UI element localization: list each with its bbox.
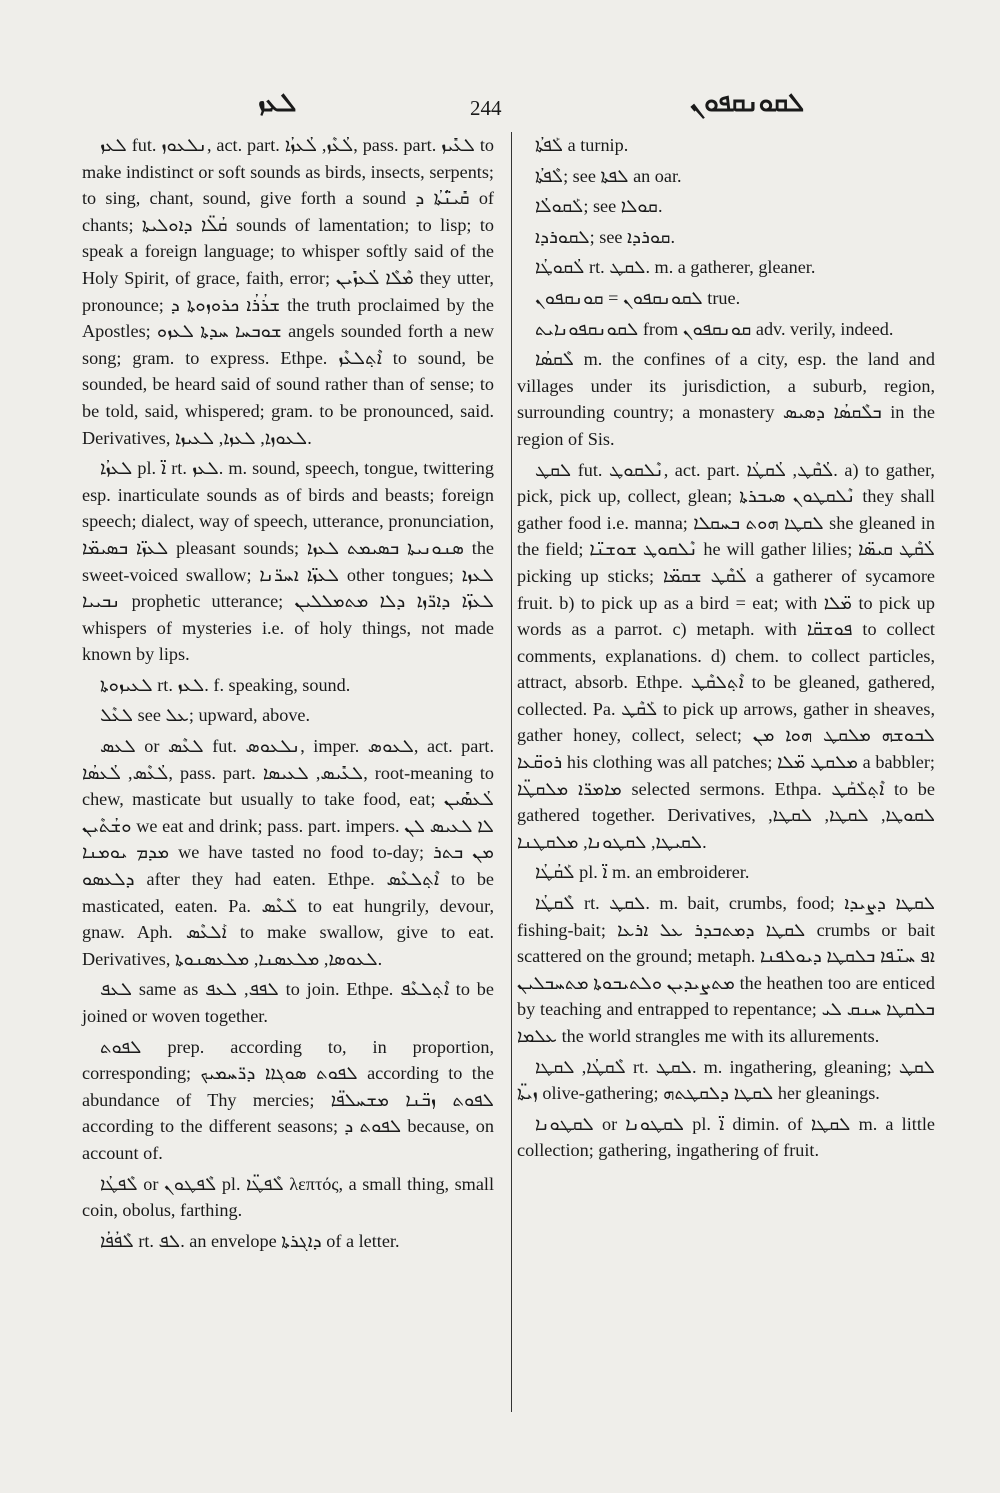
- entry-lqatona: ܠܩܛܘܢܐ or ܠܩܛܘܢܐ pl. ܐ̈ dimin. of ܠܩܛܐ m. a little collection; gathering, ingathering of fruit.: [517, 1113, 935, 1161]
- page-header: [0, 88, 1000, 128]
- left-column: [82, 132, 494, 1258]
- right-column: [517, 132, 935, 1168]
- page-number: 244: [470, 96, 502, 120]
- column-divider: [511, 132, 512, 1412]
- entry-lel: ܠܥܶܠ see ܥܠ; upward, above.: [100, 705, 311, 726]
- entry-lepta: ܠܶܦܛܳܐ or ܠܶܦܛܘܢ pl. ܠܶܦܛ̈ܐ λεπτός, a small thing, small coin, obolus, farthing.: [82, 1173, 495, 1221]
- entry-lepta-oar: ܠܶܦܬܳܐ; see ܠܦܬܐ an oar.: [535, 165, 682, 186]
- entry-laquta: ܠܳܩܘܛܳܐ rt. ܠܩܛ. m. a gatherer, gleaner.: [535, 257, 816, 278]
- entry-laaz: ܠܥܙ fut. ܢܠܥܘܙ, act. part. ܠܳܥܶܙ, ܠܳܥܙܳܐ, pass. part. ܠܥܺܝܙ to make indistinct or soft sounds as birds, insects, serpents; to sing, chant, sound, give forth a sound ܩܺܝܢ̈ܳܬܳܐ ܕ of chants; ܩܳܠ̈ܐ ܕܐܘܠܝܬܐ sounds of lamentation; to lisp; to speak a foreign language; to whisper softly said of the Holy Spirit, of grace, faith, error; ܡܶܠܶܐ ܠܳܥܙܺܝܢ they utter, pronounce; ܫܪܳܪܳܐ ܟܪܘܙܘܬܐ ܕ the truth proclaimed by the Apostles; ܫܘܒܚܐ ܚܕܬܐ ܠܥܙܘ angels sounded forth a new song; gram. to express. Ethpe. ܐܶܬ݂ܠܥܶܙ to sound, be sounded, be heard said of sound rather than of sense; to be told, said, whispered; gram. to be pronounced, said. Derivatives, ܠܥܘܙܐ, ܠܥܙܐ, ܠܥܝܙܐ.: [82, 135, 494, 448]
- entry-laas: ܠܥܣ or ܠܥܶܣ fut. ܢܠܥܘܣ, imper. ܠܥܘܣ, act. part. ܠܳܥܶܣ, ܠܳܥܣܳܐ, pass. part. ܠܥܺܝܣ, ܠܥܝܣܐ, root-meaning to chew, masticate but usually to take food, eat; ܠܳܥܣܺܝܢ ܘܫܳܬܶܝܢ we eat and drink; pass. part. impers. ܠܐ ܠܥܝܣ ܠܢ ܡܕܡ ܝܘܡܢܐ we have tasted no food to-day; ܡܢ ܒܬܪ ܕܠܥܣܘ after they had eaten. Ethpe. ܐܶܬ݂ܠܥܶܣ to be masticated, eaten. Pa. ܠܰܥܶܣ to eat hungrily, devour, gnaw. Aph. ܐܰܠܥܶܣ to make swallow, give to eat. Derivatives, ܠܥܘܣܐ, ܡܠܥܣܢܐ, ܡܠܥܣܢܘܬܐ.: [82, 736, 494, 969]
- entry-laaza: ܠܥܙܳܐ pl. ܐ̈ rt. ܠܥܙ. m. sound, speech, tongue, twittering esp. inarticulate sounds as of birds and beasts; foreign speech; dialect, way of speech, utterance, pronunciation, ܠܥܙ̈ܐ ܒܣܝܡ̈ܐ pleasant sounds; ܣܢܘܢܝܬܐ ܒܣܝܡܬ ܠܥܙܐ the sweet-voiced swallow; ܠܥܙ̈ܐ ܐܚܪ̈ܢܐ other tongues; ܠܥܙܐ ܢܒܝܝܐ prophetic utterance; ܠܥܙ̈ܐ ܕܐܪ̈ܙܐ ܕܠܐ ܡܬܡܠܠܝܢ whispers of mysteries i.e. of holy things, not made known by lips.: [82, 458, 494, 665]
- entry-lapta: ܠܰܦܬܳܐ a turnip.: [535, 135, 629, 155]
- right-running-headword: ܠܩܘܢܩܦܘܢ: [690, 88, 805, 118]
- left-running-headword: ܠܥܙ: [258, 88, 297, 118]
- entry-leqta-ingathering: ܠܶܩܛܳܐ, ܠܩܛܐ rt. ܠܩܛ. m. ingathering, gleaning; ܠܩܛ ܙܝܬ̈ܐ olive-gathering; ܠܩܛܐ ܕܠܩܛܬܗ her gleanings.: [517, 1056, 935, 1104]
- entry-laizuta: ܠܥܝܙܘܬܐ rt. ܠܥܙ. f. speaking, sound.: [100, 674, 351, 695]
- entry-lqonqpon: ܠܩܘܢܩܦܘܢ = ܩܘܢܩܦܘܢ true.: [535, 287, 741, 308]
- entry-leqsa: ܠܶܩܣܳܐ m. the confines of a city, esp. the land and villages under its jurisdiction, a suburb, region, surrounding country; a monastery ܒܠܶܩܣܳܐ ܕܣܝܣ in the region of Sis.: [517, 349, 935, 449]
- entry-laap: ܠܥܦ same as ܠܦܦ, ܠܥܦ to join. Ethpe. ܐܶܬ݂ܠܥܶܦ to be joined or woven together.: [82, 979, 494, 1026]
- entry-laqata: ܠܰܩܳܛܳܐ pl. ܐ̈ m. an embroiderer.: [535, 862, 750, 883]
- entry-lwat: ܠܦܘܬ prep. according to, in proportion, corresponding; ܠܦܘܬ ܣܘܓܐܐ ܕܪ̈ܚܡܝܟ according to the abundance of Thy mercies; ܠܦܘܬ ܙܒ̈ܢܐ ܡܫܚܠܦ̈ܐ according to the different seasons; ܠܦܘܬ ܕ because, on account of.: [82, 1036, 494, 1163]
- entry-lqurda: ܠܩܘܪܕܐ; see ܩܘܪܕܐ.: [535, 226, 676, 247]
- entry-lqat: ܠܩܛ fut. ܢܶܠܩܘܛ, act. part. ܠܳܩܶܛ, ܠܳܩܛܳܐ. a) to gather, pick, pick up, collect, glean; ܢܶܠܩܛܘܢ ܣܝܒܪܬܐ they shall gather food i.e. manna; ܠܩܛܐ ܗܘܬ ܒܚܩܠܐ she gleaned in the field; ܢܶܠܩܘܛ ܫܘܫܢ̈ܐ he will gather lilies; ܠܳܩܶܛ ܩܝܣ̈ܐ picking up sticks; ܠܳܩܶܛ ܫܩܡ̈ܐ a gatherer of sycamore fruit. b) to pick up as a bird = eat; with ܡ̈ܠܐ to pick up words as a parrot. c) metaph. with ܦܘܫܩ̈ܐ to collect comments, explanations. d) chem. to collect particles, attract, absorb. Ethpe. ܐܶܬ݂ܠܩܶܛ to be gleaned, gathered, collected. Pa. ܠܰܩܶܛ to pick up arrows, gather in sheaves, gather honey, collect, select; ܠܒܘܫܗ ܡܠܩܛ ܗܘܐ ܡܢ ܪܘܩ̈ܥܐ his clothing was all patches; ܡܠܩܛ ܡ̈ܠܐ a babbler; ܡܐܡܪ̈ܐ ܡܠܩܛ̈ܐ selected sermons. Ethpa. ܐܶܬ݂ܠܰܩܰܛ to be gathered together. Derivatives, ܠܩܘܛܐ, ܠܩܛܐ, ܠܩܛܐ, ܠܩܝܛܐ, ܠܩܛܘܢܐ, ܡܠܩܛܢܐ.: [517, 459, 936, 852]
- entry-lqonqponait: ܠܩܘܢܩܦܘܢܐܝܬ from ܩܘܢܩܦܘܢ adv. verily, indeed.: [535, 318, 894, 339]
- entry-leqta-bait: ܠܶܩܛܳܐ rt. ܠܩܛ. m. bait, crumbs, food; ܠܩܛܐ ܕܨܝܕܐ fishing-bait; ܠܩܛܐ ܕܡܬܒܕܪ ܥܠ ܐܪܥܐ crumbs or bait scattered on the ground; metaph. ܐܦ ܚܢ̈ܦܐ ܒܠܩܛܐ ܕܝܘܠܦܢܐ ܡܬܨܝܕܝܢ ܘܠܬܝܒܘܬܐ ܡܬܚܒܠܝܢ the heathen too are enticed by teaching and entrapped to repentance; ܒܠܩܛܐ ܚܢܩ ܠܝ ܥܠܡܐ the world strangles me with its allurements.: [517, 893, 935, 1046]
- entry-lepapa: ܠܶܦܳܦܳܐ rt. ܠܦ. an envelope ܕܐܓܪܬܐ of a letter.: [100, 1230, 400, 1251]
- entry-laqula: ܠܰܩܘܠܳܐ; see ܩܘܠܐ.: [535, 196, 663, 217]
